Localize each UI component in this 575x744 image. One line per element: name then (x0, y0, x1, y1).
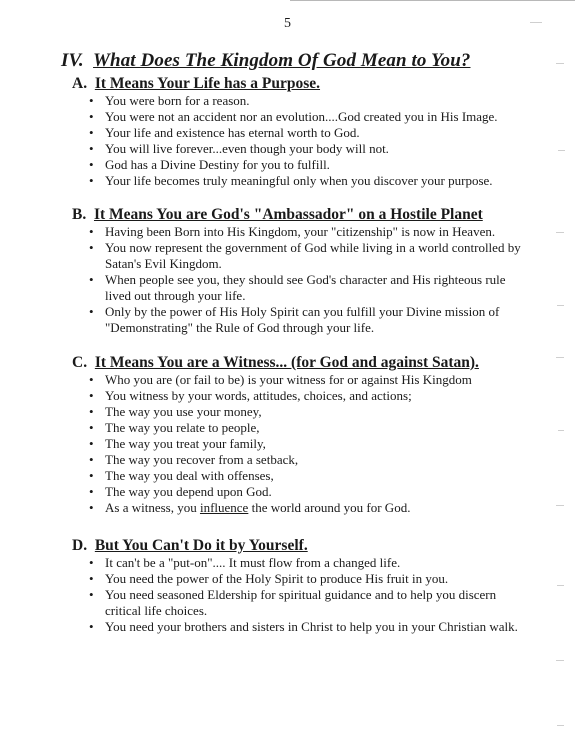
list-item: • Having been Born into His Kingdom, your "citizenship" is now in Heaven. (72, 224, 522, 240)
section-b-list (72, 224, 522, 336)
list-item: • You were not an accident nor an evolution....God created you in His Image. (72, 109, 522, 125)
section-letter: B. (72, 206, 87, 223)
list-item: • You need the power of the Holy Spirit to produce His fruit in you. (72, 571, 522, 587)
main-heading-title: What Does The Kingdom Of God Mean to You? (93, 50, 471, 71)
item-text: As a witness, you (105, 500, 200, 515)
page-number: 5 (284, 16, 291, 31)
section-title: But You Can't Do it by Yourself. (94, 537, 308, 554)
section-d-heading (72, 537, 522, 555)
list-item: • The way you treat your family, (72, 436, 522, 452)
list-item: • You were born for a reason. (72, 93, 522, 109)
list-item (72, 500, 522, 516)
list-item: • You need seasoned Eldership for spiritual guidance and to help you discern critical life choices. (72, 587, 522, 619)
main-heading (61, 50, 471, 72)
section-a-list (72, 93, 522, 189)
list-item: • You now represent the government of God while living in a world controlled by Satan's Evil Kingdom. (72, 240, 522, 272)
section-title: It Means Your Life has a Purpose. (94, 75, 321, 92)
section-title: It Means You are a Witness... (for God and against Satan). (94, 354, 479, 371)
section-b-heading (72, 206, 522, 224)
underlined-word: influence (199, 500, 249, 515)
list-item: • The way you depend upon God. (72, 484, 522, 500)
list-item: • God has a Divine Destiny for you to fulfill. (72, 157, 522, 173)
list-item: • The way you recover from a setback, (72, 452, 522, 468)
section-c (72, 354, 522, 516)
section-letter: A. (72, 75, 88, 92)
list-item: • Only by the power of His Holy Spirit can you fulfill your Divine mission of "Demonstrating" the Rule of God through your life. (72, 304, 522, 336)
section-c-list (72, 372, 522, 516)
section-d (72, 537, 522, 635)
section-letter: C. (72, 354, 88, 371)
section-a (72, 75, 522, 189)
list-item: • The way you relate to people, (72, 420, 522, 436)
section-a-heading (72, 75, 522, 93)
list-item: • Your life becomes truly meaningful only when you discover your purpose. (72, 173, 522, 189)
section-c-heading (72, 354, 522, 372)
section-d-list (72, 555, 522, 635)
section-title: It Means You are God's "Ambassador" on a Hostile Planet (93, 206, 483, 223)
list-item: • It can't be a "put-on".... It must flow from a changed life. (72, 555, 522, 571)
list-item: • Who you are (or fail to be) is your witness for or against His Kingdom (72, 372, 522, 388)
item-text: the world around you for God. (248, 500, 411, 515)
main-heading-numeral: IV. (61, 50, 84, 71)
list-item: • When people see you, they should see God's character and His righteous rule lived out through your life. (72, 272, 522, 304)
section-b (72, 206, 522, 336)
list-item: • You will live forever...even though your body will not. (72, 141, 522, 157)
list-item: • The way you use your money, (72, 404, 522, 420)
list-item: • You need your brothers and sisters in Christ to help you in your Christian walk. (72, 619, 522, 635)
list-item: • You witness by your words, attitudes, choices, and actions; (72, 388, 522, 404)
section-letter: D. (72, 537, 88, 554)
list-item: • Your life and existence has eternal worth to God. (72, 125, 522, 141)
list-item: • The way you deal with offenses, (72, 468, 522, 484)
scan-edge-line (290, 0, 575, 1)
